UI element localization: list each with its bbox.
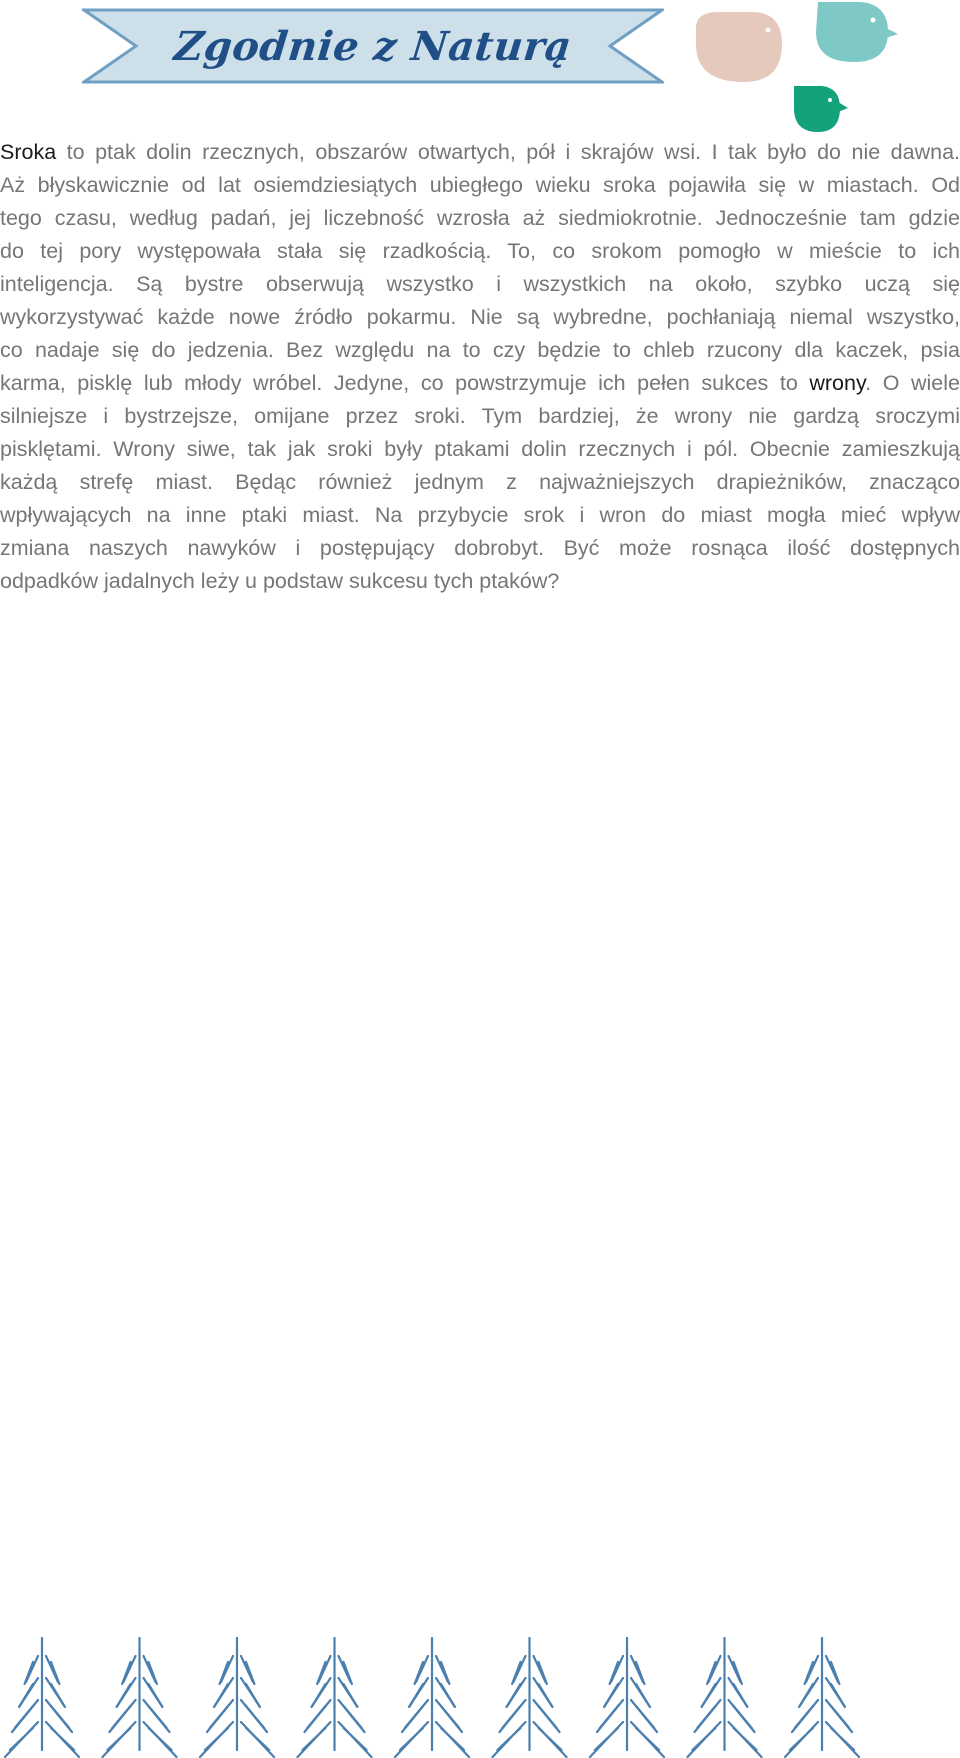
bird-teal-icon (816, 2, 898, 62)
tree-icon (785, 1638, 859, 1757)
text-segment: . O wiele (865, 371, 960, 395)
text-line (0, 169, 960, 202)
tree-icon (395, 1638, 469, 1757)
tree-icon (688, 1638, 762, 1757)
text-line (0, 268, 960, 301)
bird-green-icon (794, 86, 848, 132)
text-line (0, 532, 960, 565)
highlighted-term: wrony (809, 371, 866, 395)
text-segment: silniejsze i bystrzejsze, omijane przez sroki. Tym bardziej, że wrony nie gardzą sroczymi (0, 404, 960, 428)
text-segment: zmiana naszych nawyków i postępujący dobrobyt. Być może rosnąca ilość dostępnych (0, 536, 960, 560)
tree-icon (298, 1638, 372, 1757)
bird-pink-icon (696, 12, 790, 82)
text-line (0, 334, 960, 367)
text-segment: to ptak dolin rzecznych, obszarów otwartych, pół i skrajów wsi. I tak było do nie dawna. (56, 140, 960, 164)
tree-icon (493, 1638, 567, 1757)
text-segment: odpadków jadalnych leży u podstaw sukcesu tych ptaków? (0, 569, 560, 593)
text-segment: inteligencja. Są bystre obserwują wszystko i wszystkich na około, szybko uczą się (0, 272, 960, 296)
text-segment: co nadaje się do jedzenia. Bez względu na to czy będzie to chleb rzucony dla kaczek, psia (0, 338, 960, 362)
text-line (0, 499, 960, 532)
article-text (0, 136, 960, 598)
text-line (0, 202, 960, 235)
text-line (0, 433, 960, 466)
text-line (0, 136, 960, 169)
text-line (0, 235, 960, 268)
text-segment: do tej pory występowała stała się rzadkością. To, co srokom pomogło w mieście to ich (0, 239, 960, 263)
text-segment: wykorzystywać każde nowe źródło pokarmu. Nie są wybredne, pochłaniają niemal wszystko, (0, 305, 960, 329)
tree-icon (200, 1638, 274, 1757)
text-line (0, 466, 960, 499)
text-line (0, 400, 960, 433)
text-segment: wpływających na inne ptaki miast. Na przybycie srok i wron do miast mogła mieć wpływ (0, 503, 960, 527)
highlighted-term: Sroka (0, 140, 57, 164)
text-segment: każdą strefę miast. Będąc również jednym z najważniejszych drapieżników, znacząco (0, 470, 960, 494)
tree-icon (590, 1638, 664, 1757)
text-segment: pisklętami. Wrony siwe, tak jak sroki były ptakami dolin rzecznych i pól. Obecnie zamieszkują (0, 437, 960, 461)
text-segment: Aż błyskawicznie od lat osiemdziesiątych ubiegłego wieku sroka pojawiła się w miastach. Od (0, 173, 960, 197)
text-segment: karma, pisklę lub młody wróbel. Jedyne, co powstrzymuje ich pełen sukces to (0, 371, 810, 395)
text-line (0, 565, 960, 598)
text-segment: tego czasu, według padań, jej liczebność wzrosła aż siedmiokrotnie. Jednocześnie tam gdzie (0, 206, 960, 230)
tree-border (0, 1628, 960, 1758)
text-line (0, 367, 960, 400)
page-title: Zgodnie z Naturą (171, 22, 575, 70)
tree-icon (5, 1638, 79, 1757)
tree-icon (103, 1638, 177, 1757)
text-line (0, 301, 960, 334)
birds-decoration (690, 0, 900, 140)
